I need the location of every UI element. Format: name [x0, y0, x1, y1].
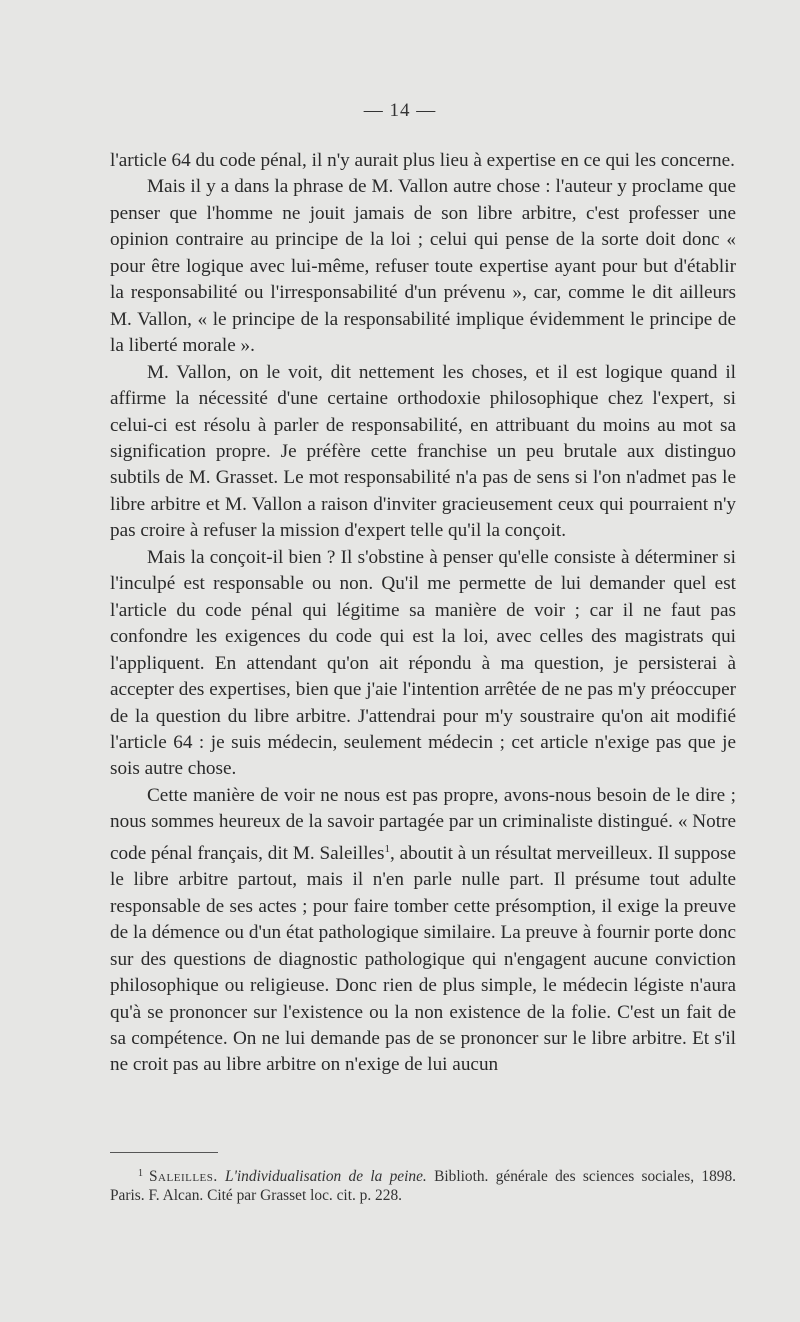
- footnote: [110, 1164, 736, 1205]
- paragraph-5-text-after-ref: , aboutit à un résultat merveilleux. Il suppose le libre arbitre partout, mais il n'en parle nulle part. Il présume tout adulte responsable de ses actes ; pour faire tomber cette présomption, il exige la preuve de la démence ou d'un état pathologique similaire. La preuve à fournir porte donc sur des questions de diagnostic pathologique qui n'engagent aucune conviction philosophique ou religieuse. Donc rien de plus simple, le médecin légiste n'aura qu'à se prononcer sur l'existence ou la non existence de la folie. C'est un fait de sa compétence. On ne lui demande pas de se prononcer sur le libre arbitre. Et s'il ne croit pas au libre arbitre on n'exige de lui aucun: [110, 842, 736, 1076]
- footnote-author: Saleilles.: [149, 1168, 218, 1185]
- footnote-reference-mark[interactable]: 1: [384, 842, 391, 855]
- footnote-mark: 1: [138, 1168, 143, 1179]
- footnote-citation: Biblioth. générale des sciences sociales, 1898. Paris. F. Alcan. Cité par Grasset loc. cit. p. 228.: [110, 1168, 736, 1204]
- paragraph-4: Mais la conçoit-il bien ? Il s'obstine à penser qu'elle consiste à déterminer si l'inculpé est responsable ou non. Qu'il me permette de lui demander quel est l'article du code pénal qui légitime sa manière de voir ; car il ne faut pas confondre les exigences du code qui est la loi, avec celles des magistrats qui l'appliquent. En attendant qu'on ait répondu à ma question, je persisterai à accepter des expertises, bien que j'aie l'intention arrêtée de ne pas m'y préoccuper de la question du libre arbitre. J'attendrai pour m'y soustraire qu'on ait modifié l'article 64 : je suis médecin, seulement médecin ; cet article n'exige pas que je sois autre chose.: [110, 546, 736, 780]
- paragraph-2: Mais il y a dans la phrase de M. Vallon autre chose : l'auteur y proclame que penser que l'homme ne jouit jamais de son libre arbitre, c'est professer une opinion contraire au principe de la loi ; celui qui pense de la sorte doit donc « pour être logique avec lui-même, refuser toute expertise ayant pour but d'établir la responsabilité ou l'irresponsabilité d'un prévenu », car, comme le dit ailleurs M. Vallon, « le principe de la responsabilité implique évidemment le principe de la liberté morale ».: [110, 176, 736, 357]
- page-number: — 14 —: [363, 100, 437, 121]
- footnote-divider: [110, 1152, 218, 1153]
- paragraph-5-text-before-ref: Cette manière de voir ne nous est pas propre, avons-nous besoin de le dire ; nous sommes heureux de la savoir partagée par un criminaliste distingué. « Notre code pénal français, dit M. Saleilles: [110, 784, 736, 864]
- paragraph-1: l'article 64 du code pénal, il n'y aurait plus lieu à expertise en ce qui les concerne.: [110, 150, 735, 171]
- paragraph-5: [110, 783, 736, 1079]
- paragraph-3: M. Vallon, on le voit, dit nettement les choses, et il est logique quand il affirme la nécessité d'une certaine orthodoxie philosophique chez l'expert, si celui-ci est résolu à parler de responsabilité, en attribuant du moins au mot sa signification propre. Je préfère cette franchise un peu brutale aux distinguo subtils de M. Grasset. Le mot responsabilité n'a pas de sens si l'on n'admet pas le libre arbitre et M. Vallon a raison d'inviter gracieusement ceux qui pourraient n'y pas croire à refuser la mission d'expert telle qu'il la conçoit.: [110, 361, 736, 542]
- footnote-title: L'individualisation de la peine.: [225, 1168, 427, 1185]
- body-text: [110, 148, 736, 1079]
